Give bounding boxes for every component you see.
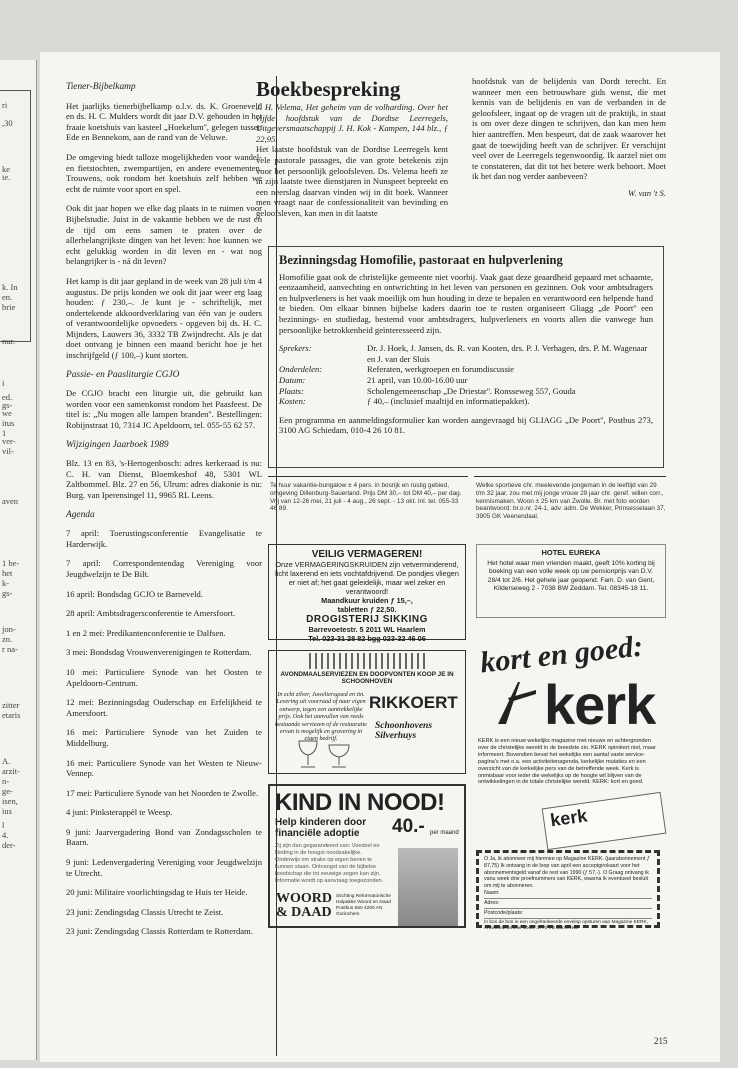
page [40,52,720,1062]
strip-fragment: 4. [2,830,9,840]
coupon-field-address[interactable] [484,900,652,909]
detail-value: ƒ 40,– (inclusief maaltijd en informatiepakket). [367,396,530,407]
strip-fragment: A. [2,756,11,766]
coupon-label: Naam: [484,889,500,896]
detail-label: Kosten: [279,396,306,407]
detail-label: Plaats: [279,385,304,396]
strip-fragment: 1 [2,428,7,438]
bezinningsdag-details [279,343,653,407]
strip-fragment: itus [2,418,15,428]
kerk-magazine-title: kerk [549,805,589,831]
tiener-heading: Tiener-Bijbelkamp [66,82,136,92]
strip-fragment: isen, [2,796,18,806]
detail-value: 21 april, van 10.00-16.00 uur [367,374,468,385]
agenda-item: 28 april: Ambtsdragersconferentie te Amersfoort. [66,608,236,619]
bezinningsdag-footer: Een programma en aanmeldingsformulier kan worden aangevraagd bij GLIAGG „De Poort'', Postbus 273, 3100 AG Schiedam, 010-4 26 10 81. [279,414,653,436]
tiener-paragraph: Het kamp is dit jaar gepland in de week van 28 juli t/m 4 augustus. De prijs konden we ook dit jaar weer erg laag houden: ƒ 230,–. Je kunt je - schriftelijk, met ondertekende akkoordverklaring van één van je ouders of verantwoordelijke opvoeders - opgeven bij ds. H. C. Mijnders, Lauwers 36, 3332 TB Zwijndrecht. Als je dat doet ontvang je binnen een maand bericht hoe je het inschrijfgeld (ƒ 100,–) kunt storten. [66,275,262,361]
strip-fragment: i [2,378,5,388]
tiener-paragraph: Het jaarlijks tienerbijbelkamp o.l.v. ds. K. Groeneveld en ds. H. C. Mulders wordt dit jaar D.V. gehouden in het fraaie koetshuis van kasteel „Hoekelum'', gelegen tussen Ede en Bennekom, aan de rand van de Veluwe. [66,100,262,143]
strip-fragment: ver- [2,436,16,446]
agenda-item: 20 juni: Militaire voorlichtingsdag te Huis ter Heide. [66,887,248,898]
boekbespreking-col1 [256,78,448,228]
strip-fragment: ge- [2,786,13,796]
ad-veilig-shop: DROGISTERIJ SIKKING [306,614,428,625]
agenda-item: 23 juni: Zendingsdag Classis Utrecht te Zeist. [66,906,224,917]
agenda-item: 4 juni: Pinksterappèl te Weesp. [66,807,173,818]
agenda-item: 23 juni: Zendingsdag Classis Rotterdam te Rotterdam. [66,926,253,937]
passie-paragraph: De CGJO bracht een liturgie uit, die gebruikt kan worden voor een samenkomst rondom het Paasfeest. De titel is: „Nu mogen alle lampen branden''. Bestellingen: Robijnstraat 10, 7314 JC Apeldoorn, tel. 055-55 62 57. [66,388,262,431]
boekbespreking-signature: W. van 't S. [627,187,666,198]
detail-value: Scholengemeenschap „De Driestar''. Ronsseweg 557, Gouda [367,385,576,396]
ad-kind-sub: Help kinderen door financiële adoptie [275,817,367,839]
kerk-description: KERK is een nieuw wekelijks magazine met nieuws en achtergronden over de christelijke wereld in de breedste zin. KERK opiniëert niet, maar informeert. Bovendien bevat het wekelijks een aantal vaste service-pagina's met o.a. een activiteitenagenda, kerkelijke mutaties en een overzicht van de kerkelijke pers van de betreffende week. Kerk is onmisbaar voor ieder die wekelijks op de hoogte wil blijven van de ontwikkelingen in de totale christelijke wereld. KERK: kort en goed. [478,738,656,786]
ad-kind-in-nood [268,784,466,928]
coupon-footer: In bon de bon in een ongefrankeerde envelop opsturen aan Magazine KERK, Antwoordnummer 1043, 3770 VB Barneveld [484,919,649,931]
ad-veilig-address: Barrevoetestr. 5 2011 WL Haarlem [308,625,426,634]
strip-fragment: ius [2,806,12,816]
ad-veilig-headline: VEILIG VERMAGEREN! [311,549,423,560]
coupon-label: Adres: [484,899,500,906]
brand-line: & DAAD [276,905,332,920]
ad-avondmaal [268,650,466,774]
strip-fragment: gs- [2,400,13,410]
boekbespreking-col2 [472,76,666,199]
boekbespreking-title: Boekbespreking [256,77,401,101]
strip-fragment: het [2,568,13,578]
boekbespreking-body: Het laatste hoofdstuk van de Dordtse Leerregels kent vele pastorale passages, die van grote betekenis zijn voor het persoonlijk geloofsleven. Ds. Velema heeft ze in zijn laatste twee dienstjaren in Nunspeet bepreekt en een neerslag daarvan vinden wij in dit boek. Wanneer men vraagt naar de confessionaliteit van bevinding en geloofsleven, kan men in dit laatste [256,144,448,218]
ad-kind-price: 40.- [392,816,425,837]
strip-fragment: etaris [2,710,21,720]
bezinningsdag-box [268,246,664,468]
detail-label: Datum: [279,374,306,385]
ad-eureka-body: Het hotel waar men vrienden maakt, geeft 10% korting bij boeking van een volle week op uw pensionprijs van D.V. 28/4 tot 2/6. Het gehele jaar geopend. Fam. D. van Gent, Kilderseweg 2 - 7038 BW Zeddam. Tel. 08345-18 11. [487,560,655,592]
classified-sportieve: Welke sportieve chr. meelevende jongeman in de leeftijd van 29 t/m 32 jaar, zou met mij jonge vrouw 29 jaar chr. geref. willen corr., kennismaken. Woon ± 25 km van Zwolle. Br. met foto worden beantwoord: br.o.nr. 24-1, adv. adm. De Wekker, Prinsesselaan 37, 3905 GK Veenendaal. [476,482,666,521]
ad-kind-brand [276,892,332,920]
strip-fragment: 1 be- [2,558,20,568]
strip-fragment: k- [2,578,10,588]
strip-fragment: ,30 [2,118,13,128]
strip-fragment: we [2,408,12,418]
strip-fragment: r na- [2,644,18,654]
strip-fragment: l [2,820,5,830]
ad-veilig-phone: Tel. 023-31 28 82 bgg 023-32 46 06 [308,634,426,643]
ad-veilig-price: Maandkuur kruiden ƒ 15,–, [321,596,413,605]
agenda-item: 16 mei: Particuliere Synode van het Zuiden te Middelburg. [66,727,262,748]
agenda-heading: Agenda [66,509,95,520]
coupon-text: O Ja, ik abonneer mij hiermee op Magazine KERK. (jaarabonnement ƒ 87,75) Ik ontvang in de loop van april een acceptgirokaart voor het abonnementsgeld vanaf de rest van 1990 (ƒ 57,-). O Graag ontvang ik vanu week drie proefnummers van KERK, waarna ik eventueel besluit om mij te abonneren. [484,856,650,890]
rule [474,476,666,477]
agenda-list [66,528,262,937]
agenda-item: 1 en 2 mei: Predikantenconferentie te Dalfsen. [66,627,226,638]
bezinningsdag-title: Bezinningsdag Homofilie, pastoraat en hulpverlening [279,253,563,267]
strip-fragment: zn. [2,634,13,644]
passie-heading: Passie- en Paasliturgie CGJO [66,369,180,380]
strip-fragment: brie [2,302,16,312]
detail-value: Referaten, werkgroepen en forumdiscussie [367,364,514,375]
ad-veilig-price: tabletten ƒ 22,50. [337,605,397,614]
coupon-field-name[interactable] [484,890,652,899]
kerk-magazine [542,792,667,850]
child-photo [398,848,458,926]
rule [268,476,468,477]
agenda-item: 16 april: Bondsdag GCJO te Barneveld. [66,588,204,599]
ad-kerk [474,629,664,934]
ad-avond-sub: Schoonhovens Silverhuys [375,721,433,741]
agenda-item: 7 april: Toerustingsconferentie Evangelisatie te Harderwijk. [66,528,262,549]
ad-hotel-eureka [476,544,666,618]
strip-fragment: zitter [2,700,20,710]
detail-value: Dr. J. Hoek, J. Jansen, ds. R. van Kooten, drs. P. J. Verhagen, drs. P. M. Wagenaar en J. van der Sluis [367,343,648,364]
ad-avond-body: In echt zilver, Juweliersgoed en tin. Levering uit voorraad of naar eigen ontwerp, tegen een aantrekkelijke prijs. Ook het aanvullen van reeds bestaande serviezen of de restauratie ervan is mogelijk en gravering in eigen bedrijf. [275,691,367,743]
adjacent-page-strip [0,60,37,1060]
strip-fragment: der- [2,840,16,850]
agenda-item: 10 mei: Particuliere Synode van het Oosten te Apeldoorn-Centrum. [66,666,262,688]
kerk-coupon [476,850,660,931]
ad-eureka-title: HOTEL EUREKA [541,548,601,557]
tiener-paragraph: Ook dit jaar hopen we elke dag plaats in te ruimen voor Bijbelstudie. Juist in de vakantie hebben we de rust en de tijd om eens samen te praten over de allerbelangrijkste dingen van het leven: hoe kunnen we echt gelukkig worden in dit leven en - wat nog belangrijker is - ná dit leven? [66,203,262,267]
agenda-item: 9 juni: Ledenvergadering Vereniging voor Jeugdwelzijn te Utrecht. [66,857,262,878]
ad-kind-address: Stichting Reformatorische Hulpaktie Woord en Daad Postbus 560 4200 AN Gorinchem [336,894,391,917]
strip-fragment: ke [2,164,11,174]
coupon-field-city[interactable] [484,910,652,919]
ad-kind-body: Zij zijn dan gegarandeerd van: Voedsel en kleding in de hoogst noodzakelijke. Onderwijs om straks op eigen benen te kunnen staan. Ontvangst van de bijbelse boodschap die tot eeuwige zegen kan zijn. Informatie wordt op aanvraag toegezonden. [275,843,384,884]
coupon-label: Postcode/plaats: [484,909,524,916]
agenda-item: 12 mei: Bezinningsdag Ouderschap en Erfelijkheid te Amersfoort. [66,697,262,718]
strip-fragment: arzit- [2,766,20,776]
page-number: 215 [654,1036,668,1046]
strip-fragment: ed. [2,392,13,402]
strip-fragment: n- [2,776,10,786]
jaarboek-paragraph: Blz. 13 en 83, 's-Hertogenbosch: adres kerkeraad is nu: C. H. van Dienst, Bloemkeshof 48, 5301 WL Zaltbommel. Blz. 27 en 56, Ulrum: adres diakonie is nu: Burg. van Iperensingel 11, 9965 RL Leens. [66,458,262,500]
tiener-paragraph: De omgeving biedt talloze mogelijkheden voor wandel- en fietstochten, zwempartijen, en andere evenementen. Trouwens, ook rondom het koetshuis zelf hebben we echt de ruimte voor sport en spel. [66,151,262,194]
strip-fragment: jon- [2,624,16,634]
building-illustration [309,653,425,669]
kerk-logo-icon [496,678,540,726]
detail-label: Sprekers: [279,343,312,354]
strip-fragment: ie. [2,172,11,182]
strip-fragment: ri [2,100,8,110]
kerk-name: kerk [544,673,656,736]
ad-kind-per: per maand [430,830,459,836]
agenda-item: 17 mei: Particuliere Synode van het Noorden te Zwolle. [66,787,259,798]
strip-fragment: vil- [2,446,14,456]
strip-fragment: gs- [2,588,13,598]
brand-line: WOORD [276,891,332,906]
bezinningsdag-body: Homofilie gaat ook de christelijke gemeente niet voorbij. Vaak gaat deze geaardheid gepaard met schaamte, eenzaamheid, aanvechting en ontwrichting in het leven van personen en gezinnen. Ook voor ambtsdragers en hulpverleners is het vaak moeilijk om hun houding in deze te bepalen en verantwoord een helpende hand te bieden. Om elkaar binnen bijbelse kaders daarin toe te rusten organiseert Gliagg „de Poort'' een bezinnings- en studiedag, bestemd voor ambtsdragers, hulpverleners en voorts allen die vanwege hun persoonlijke betrokkenheid geïnteresseerd zijn. [279,271,653,335]
classified-bungalow: Te huur vakantie-bungalow ± 4 pers. in bosrijk en rustig gebied, omgeving Dillenburg-Sauerland. Prijs DM 30,– tot DM 40,– per dag. Vrij van 12-26 mei, 21 juli - 4 aug., 26 sept. - 13 okt. Inl. tel. 055-33 46 89. [270,482,462,513]
ad-avond-title: AVONDMAALSERVIEZEN EN DOOPVONTEN KOOP JE IN SCHOONHOVEN [280,671,454,686]
detail-label: Onderdelen: [279,364,323,375]
agenda-item: 16 mei: Particuliere Synode van het Westen te Nieuw-Vennep. [66,757,262,779]
strip-fragment: nur. [2,336,15,346]
ad-avond-brand: RIKKOERT [369,693,458,712]
left-column [66,82,262,946]
kerk-slogan: kort en goed: [478,629,645,680]
boekbespreking-intro: J. H. Velema, Het geheim van de volharding. Over het vijfde hoofdstuk van de Dordtse Leerregels, Uitgeversmaatschappij J. H. Kok - Kampen, 144 blz., ƒ 22,95. [256,102,448,144]
boekbespreking-body: hoofdstuk van de belijdenis van Dordt terecht. En wanneer men een betrouwbare gids wenst, die met kennis van de belijdenis en van de verbanden in de geloofsleer, ingaat op de vragen uit de praktijk, in staat is om over deze dingen te schrijven, dan kan men hem hier aantreffen. Men bespeurt, dat de zaak waarover het gaat de toewijding heeft van de schrijver. Er verschijnt veel over de Leerregels tegenwoordig. Ik aarzel niet om te constateren, dat dit tot het betere werk behoort. Moet ik het dan nog verder aanbeveen? [472,76,666,182]
strip-fragment: en. [2,292,13,302]
strip-fragment: aven [2,496,19,506]
ad-kind-headline: KIND IN NOOD! [275,789,445,816]
agenda-item: 7 april: Correspondentendag Vereniging voor Jeugdwelzijn te De Bilt. [66,558,262,579]
ad-veilig-body: Onze VERMAGERINGSKRUIDEN zijn vetverminderend, licht laxerend en iets vochtafdrijvend. De pondjes vliegen er niet af; het gaat geleidelijk, maar wel zeker en verantwoord! [275,560,459,596]
strip-fragment: k. In [2,282,18,292]
chalice-illustration [289,737,359,771]
agenda-item: 3 mei: Bondsdag Vrouwenverenigingen te Rotterdam. [66,647,252,658]
ad-veilig-vermageren [268,544,466,643]
agenda-item: 9 juni: Jaarvergadering Bond van Zondagsscholen te Baarn. [66,826,262,848]
jaarboek-heading: Wijzigingen Jaarboek 1989 [66,439,169,450]
